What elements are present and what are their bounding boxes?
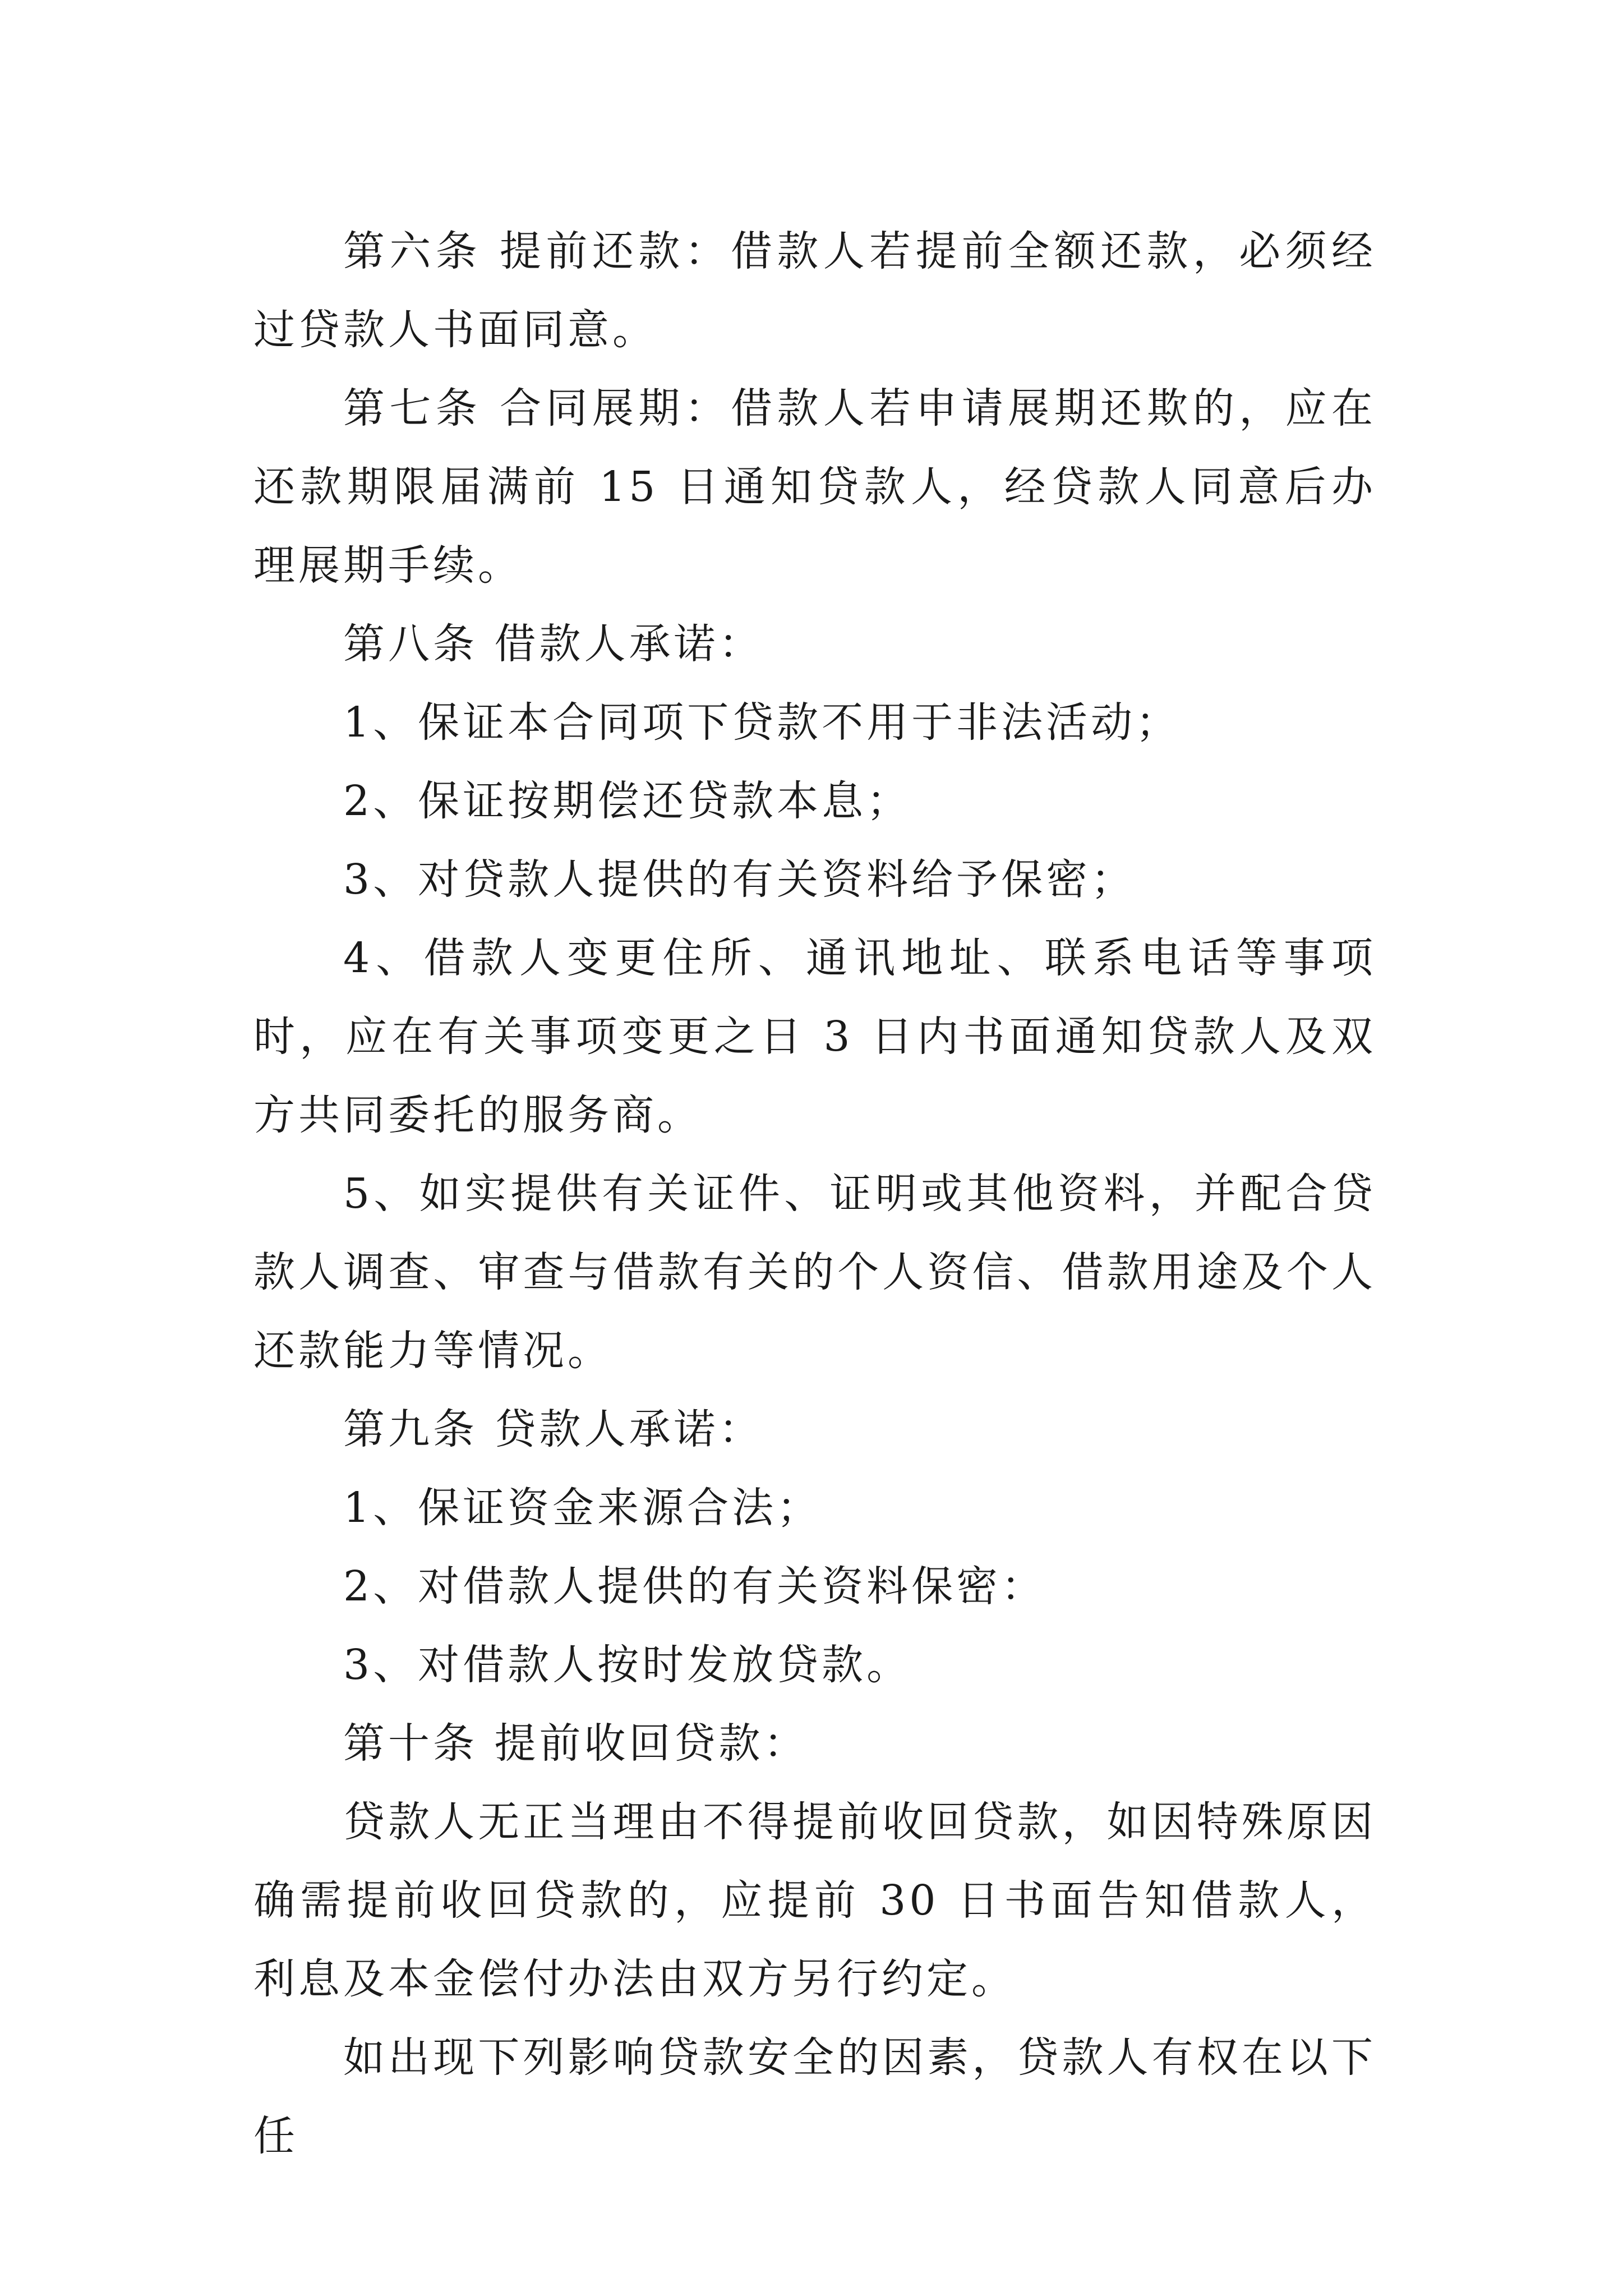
paragraph-article-8-heading: 第八条 借款人承诺： [343, 620, 764, 668]
list-item: 1、保证本合同项下贷款不用于非法活动； [343, 698, 1181, 747]
document-body [253, 212, 1376, 2175]
list-item: 1、保证资金来源合法； [343, 1484, 822, 1532]
list-item: 4、借款人变更住所、通讯地址、联系电话等事项时，应在有关事项变更之日 3 日内书面通知贷款人及双方共同委托的服务商。 [253, 934, 1376, 1139]
paragraph-article-7: 第七条 合同展期：借款人若申请展期还欺的，应在还款期限届满前 15 日通知贷款人，经贷款人同意后办理展期手续。 [253, 384, 1376, 590]
list-item: 2、对借款人提供的有关资料保密： [343, 1562, 1046, 1611]
paragraph-article-9-heading: 第九条 贷款人承诺： [343, 1405, 764, 1453]
paragraph-early-recall: 贷款人无正当理由不得提前收回贷款，如因特殊原因确需提前收回贷款的，应提前 30 日书面告知借款人，利息及本金偿付办法由双方另行约定。 [253, 1798, 1376, 2003]
list-item: 5、如实提供有关证件、证明或其他资料，并配合贷款人调查、审查与借款有关的个人资信、借款用途及个人还款能力等情况。 [253, 1170, 1376, 1375]
list-item: 3、对贷款人提供的有关资料给予保密； [343, 855, 1136, 904]
paragraph-article-10-heading: 第十条 提前收回贷款： [343, 1719, 809, 1768]
list-item: 3、对借款人按时发放贷款。 [343, 1641, 912, 1689]
paragraph-article-6: 第六条 提前还款：借款人若提前全额还款，必须经过贷款人书面同意。 [253, 227, 1376, 354]
paragraph-risk-factors: 如出现下列影响贷款安全的因素，贷款人有权在以下任 [253, 2033, 1376, 2160]
list-item: 2、保证按期偿还贷款本息； [343, 777, 912, 825]
